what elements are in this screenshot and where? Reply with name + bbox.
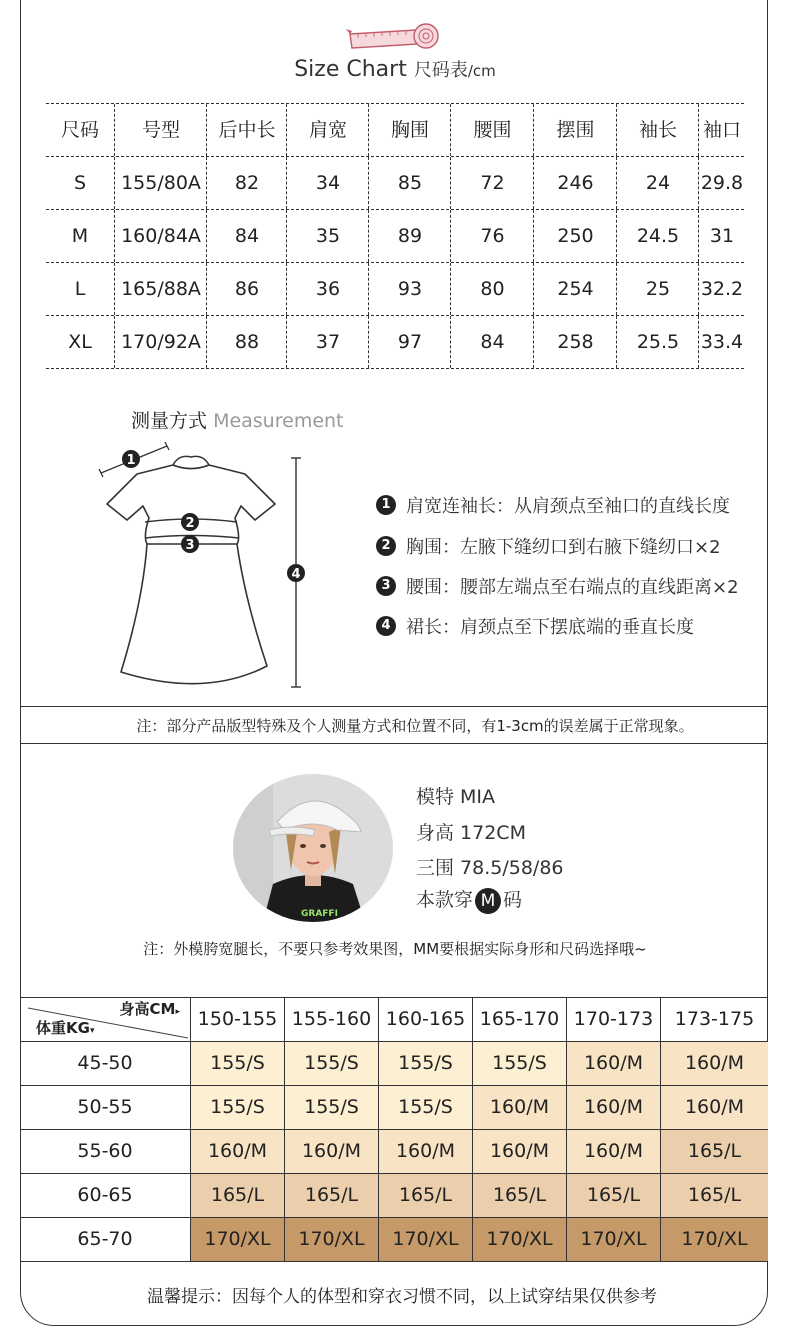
legend-item-2: [376, 533, 721, 559]
recommended-size-cell: 160/M: [566, 1086, 660, 1129]
table-row: [46, 210, 744, 263]
legend-number: 3: [376, 576, 396, 596]
svg-text:GRAFFI: GRAFFI: [301, 909, 338, 919]
recommendation-row: [20, 1218, 768, 1262]
recommended-size-cell: 165/L: [378, 1174, 472, 1217]
measuring-tape-icon: [344, 22, 444, 54]
table-row: [46, 263, 744, 316]
recommended-size-cell: 160/M: [378, 1130, 472, 1173]
recommended-size-cell: 160/M: [472, 1130, 566, 1173]
table-cell: 72: [450, 157, 534, 209]
measurement-title: [131, 406, 344, 433]
tip-note: 温馨提示：因每个人的体型和穿衣习惯不同，以上试穿结果仅供参考: [147, 1287, 657, 1307]
table-cell: 170/92A: [114, 316, 207, 368]
recommendation-row: [20, 1174, 768, 1218]
table-cell: M: [71, 225, 89, 247]
marker-2: [181, 513, 199, 531]
dress-collar: [173, 456, 209, 468]
dress-outline: [107, 465, 275, 684]
table-cell: 34: [286, 157, 369, 209]
wears-suffix: 码: [503, 889, 523, 911]
svg-text:1: 1: [126, 453, 136, 468]
recommended-size-cell: 160/M: [284, 1130, 378, 1173]
height-column-header: 155-160: [284, 998, 378, 1041]
column-header: 胸围: [368, 104, 451, 156]
recommendation-row: [20, 1086, 768, 1130]
recommended-size-cell: 170/XL: [566, 1218, 660, 1261]
legend-text: 裙长：肩颈点至下摆底端的垂直长度: [406, 617, 694, 638]
error-note: 注：部分产品版型特殊及个人测量方式和位置不同，有1-3cm的误差属于正常现象。: [136, 717, 694, 735]
page-title: [0, 56, 790, 82]
size-badge: M: [475, 888, 501, 914]
recommended-size-cell: 170/XL: [284, 1218, 378, 1261]
table-cell: 93: [368, 263, 451, 315]
measurement-title-en: Measurement: [213, 410, 344, 432]
table-cell: XL: [68, 331, 92, 353]
title-unit: /cm: [467, 62, 496, 80]
model-note: 注：外模胯宽腿长，不要只参考效果图，MM要根据实际身形和尺码选择哦~: [143, 940, 647, 958]
weight-row-label: 50-55: [77, 1096, 133, 1118]
height-column-header: 165-170: [472, 998, 566, 1041]
recommended-size-cell: 155/S: [472, 1042, 566, 1085]
model-measurements: 三围 78.5/58/86: [416, 857, 564, 879]
table-cell: 24.5: [616, 210, 699, 262]
recommended-size-cell: 165/L: [660, 1174, 768, 1217]
model-photo: [233, 774, 393, 922]
height-column-header: 150-155: [190, 998, 284, 1041]
table-cell: 85: [368, 157, 451, 209]
height-column-header: 160-165: [378, 998, 472, 1041]
table-cell: 76: [450, 210, 534, 262]
column-header: 号型: [114, 104, 207, 156]
recommended-size-cell: 160/M: [566, 1042, 660, 1085]
table-cell: 37: [286, 316, 369, 368]
recommended-size-cell: 155/S: [190, 1042, 284, 1085]
recommended-size-cell: 170/XL: [472, 1218, 566, 1261]
table-cell: L: [74, 278, 86, 300]
dress-measurement-diagram: [95, 440, 315, 695]
table-cell: 86: [206, 263, 287, 315]
recommended-size-cell: 155/S: [284, 1086, 378, 1129]
height-column-header: 170-173: [566, 998, 660, 1041]
marker-1: [122, 450, 140, 468]
recommended-size-cell: 165/L: [190, 1174, 284, 1217]
recommended-size-cell: 165/L: [566, 1174, 660, 1217]
title-cn: 尺码表: [413, 60, 468, 81]
recommended-size-cell: 155/S: [378, 1042, 472, 1085]
column-header: 袖口: [698, 104, 745, 156]
recommended-size-cell: 160/M: [660, 1086, 768, 1129]
legend-text: 腰围：腰部左端点至右端点的直线距离×2: [406, 577, 739, 598]
table-cell: 32.2: [698, 263, 745, 315]
legend-item-1: [376, 492, 730, 518]
table-cell: 24: [616, 157, 699, 209]
marker-4: [287, 564, 305, 582]
recommended-size-cell: 155/S: [378, 1086, 472, 1129]
svg-text:2: 2: [185, 516, 195, 531]
recommended-size-cell: 165/L: [660, 1130, 768, 1173]
recommended-size-cell: 170/XL: [660, 1218, 768, 1261]
legend-text: 胸围：左腋下缝纫口到右腋下缝纫口×2: [406, 537, 721, 558]
height-axis-label: 身高CM▸: [119, 1000, 180, 1018]
table-cell: 250: [533, 210, 617, 262]
table-cell: 155/80A: [114, 157, 207, 209]
recommended-size-cell: 155/S: [284, 1042, 378, 1085]
table-cell: 258: [533, 316, 617, 368]
recommended-size-cell: 165/L: [284, 1174, 378, 1217]
table-cell: 246: [533, 157, 617, 209]
table-cell: 254: [533, 263, 617, 315]
legend-text: 肩宽连袖长：从肩颈点至袖口的直线长度: [406, 496, 730, 517]
divider: [20, 706, 768, 707]
weight-row-label: 65-70: [77, 1228, 133, 1250]
marker-3: [181, 535, 199, 553]
legend-number: 2: [376, 536, 396, 556]
table-cell: 97: [368, 316, 451, 368]
column-header: 摆围: [533, 104, 617, 156]
weight-axis-label: 体重KG▾: [36, 1019, 95, 1037]
model-name: 模特 MIA: [416, 786, 496, 808]
table-header-row: [46, 103, 744, 157]
table-cell: 25: [616, 263, 699, 315]
table-cell: 80: [450, 263, 534, 315]
recommendation-header-row: [20, 997, 768, 1042]
table-cell: 165/88A: [114, 263, 207, 315]
size-table: [46, 103, 744, 369]
svg-text:3: 3: [185, 538, 195, 553]
column-header: 肩宽: [286, 104, 369, 156]
column-header: 后中长: [206, 104, 287, 156]
table-cell: 89: [368, 210, 451, 262]
recommended-size-cell: 160/M: [190, 1130, 284, 1173]
column-header: 腰围: [450, 104, 534, 156]
legend-item-4: [376, 613, 694, 639]
size-recommendation-table: [20, 997, 768, 1262]
table-row: [46, 316, 744, 369]
table-row: [46, 157, 744, 210]
title-en: Size Chart: [294, 57, 407, 82]
table-cell: 88: [206, 316, 287, 368]
recommended-size-cell: 155/S: [190, 1086, 284, 1129]
recommendation-row: [20, 1130, 768, 1174]
divider: [20, 743, 768, 744]
legend-number: 1: [376, 495, 396, 515]
recommendation-row: [20, 1042, 768, 1086]
legend-number: 4: [376, 616, 396, 636]
column-header: 尺码: [60, 119, 99, 141]
wears-prefix: 本款穿: [416, 889, 474, 911]
table-cell: 84: [450, 316, 534, 368]
table-cell: S: [73, 172, 87, 194]
legend-item-3: [376, 573, 739, 599]
column-header: 袖长: [616, 104, 699, 156]
measurement-title-cn: 测量方式: [131, 410, 208, 432]
table-cell: 25.5: [616, 316, 699, 368]
table-cell: 35: [286, 210, 369, 262]
weight-row-label: 55-60: [77, 1140, 133, 1162]
recommended-size-cell: 160/M: [660, 1042, 768, 1085]
table-cell: 82: [206, 157, 287, 209]
model-height: 身高 172CM: [416, 822, 526, 844]
header-corner-cell: [20, 998, 190, 1041]
table-cell: 29.8: [698, 157, 745, 209]
recommended-size-cell: 170/XL: [378, 1218, 472, 1261]
recommended-size-cell: 160/M: [472, 1086, 566, 1129]
table-cell: 31: [698, 210, 745, 262]
table-cell: 36: [286, 263, 369, 315]
weight-row-label: 45-50: [77, 1052, 133, 1074]
table-cell: 84: [206, 210, 287, 262]
recommended-size-cell: 170/XL: [190, 1218, 284, 1261]
model-wears-size: [416, 885, 522, 914]
table-cell: 33.4: [698, 316, 745, 368]
svg-text:4: 4: [291, 567, 301, 582]
table-cell: 160/84A: [114, 210, 207, 262]
recommended-size-cell: 165/L: [472, 1174, 566, 1217]
weight-row-label: 60-65: [77, 1184, 133, 1206]
height-column-header: 173-175: [660, 998, 768, 1041]
recommended-size-cell: 160/M: [566, 1130, 660, 1173]
